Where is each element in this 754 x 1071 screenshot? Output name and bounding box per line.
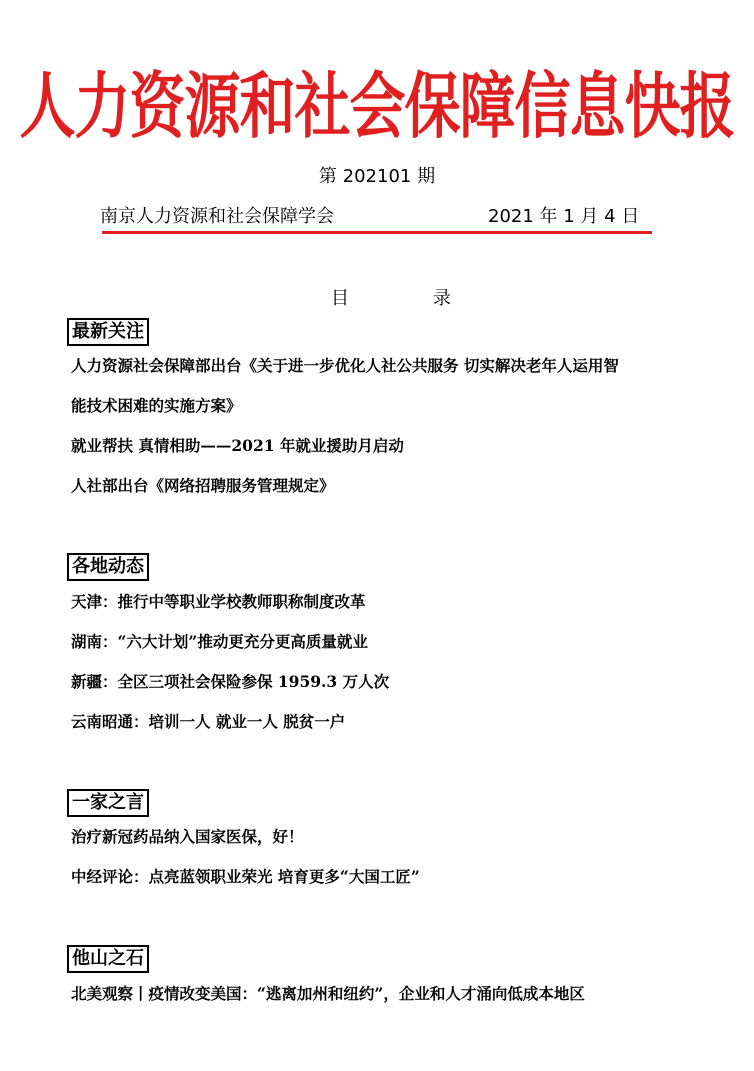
toc-item[interactable]: 能技术困难的实施方案》 bbox=[71, 396, 242, 415]
toc-title-left: 目 bbox=[331, 288, 349, 309]
toc-item[interactable]: 治疗新冠药品纳入国家医保，好！ bbox=[71, 827, 304, 846]
section-heading-abroad: 他山之石 bbox=[67, 945, 149, 973]
toc-item[interactable]: 云南昭通：培训一人 就业一人 脱贫一户 bbox=[71, 712, 346, 731]
toc-title-right: 录 bbox=[433, 288, 451, 309]
publish-date: 2021 年 1 月 4 日 bbox=[488, 206, 640, 227]
toc-item[interactable]: 人社部出台《网络招聘服务管理规定》 bbox=[71, 476, 335, 495]
toc-item[interactable]: 中经评论：点亮蓝领职业荣光 培育更多“大国工匠” bbox=[71, 867, 420, 886]
section-heading-latest: 最新关注 bbox=[67, 318, 149, 346]
toc-item[interactable]: 人力资源社会保障部出台《关于进一步优化人社公共服务 切实解决老年人运用智 bbox=[71, 356, 619, 375]
section-heading-regional: 各地动态 bbox=[67, 553, 149, 581]
toc-item[interactable]: 天津：推行中等职业学校教师职称制度改革 bbox=[71, 592, 366, 611]
toc-item[interactable]: 就业帮扶 真情相助——2021 年就业援助月启动 bbox=[71, 436, 404, 455]
issue-number: 第 202101 期 bbox=[318, 166, 436, 187]
toc-item[interactable]: 新疆：全区三项社会保险参保 1959.3 万人次 bbox=[71, 672, 390, 691]
toc-item[interactable]: 湖南：“六大计划”推动更充分更高质量就业 bbox=[71, 632, 368, 651]
publisher-name: 南京人力资源和社会保障学会 bbox=[100, 206, 334, 227]
section-heading-opinion: 一家之言 bbox=[67, 789, 149, 817]
header-divider bbox=[102, 231, 652, 234]
toc-item[interactable]: 北美观察丨疫情改变美国：“逃离加州和纽约”，企业和人才涌向低成本地区 bbox=[71, 984, 585, 1003]
masthead-title: 人力资源和社会保障信息快报 bbox=[19, 65, 735, 149]
